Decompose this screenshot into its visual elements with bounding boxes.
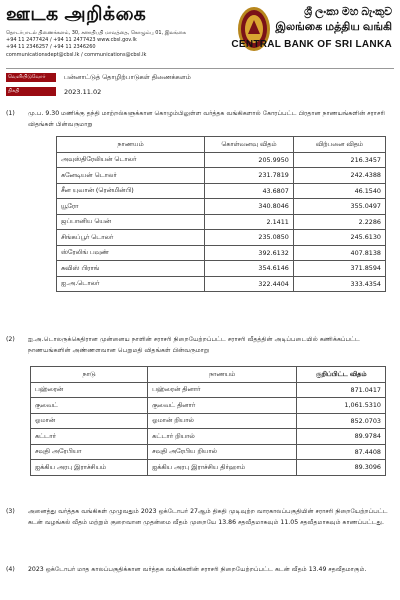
exchange-rates-table: [56, 136, 386, 292]
table-row: [31, 460, 386, 476]
issued-by-row: [6, 73, 191, 82]
column-header-currency: நாணயம்: [148, 367, 297, 383]
column-header-currency: நாணயம்: [57, 137, 205, 153]
table-row: [57, 245, 386, 261]
bank-name-block: [231, 6, 392, 50]
date-value: 2023.11.02: [64, 87, 102, 96]
column-header-buy: கொள்வனவு விதம்: [205, 137, 294, 153]
table-row: [57, 199, 386, 215]
column-header-sell: விற்பனை விதம்: [293, 137, 385, 153]
buy-rate-cell: 231.7819: [205, 168, 294, 184]
buy-rate-cell: 235.0850: [205, 230, 294, 246]
buy-rate-cell: 43.6807: [205, 183, 294, 199]
country-cell: ஐக்கிய அரபு இராச்சியம்: [31, 460, 148, 476]
sell-rate-cell: 407.8138: [293, 245, 385, 261]
table-row: [57, 261, 386, 277]
table-row: [57, 276, 386, 292]
paragraph-1: [6, 108, 394, 132]
currency-cell: சுவிஸ் பிராங்: [57, 261, 205, 277]
table-row: [57, 214, 386, 230]
paragraph-number: (3): [6, 508, 15, 515]
table-row: [31, 398, 386, 414]
sell-rate-cell: 2.2286: [293, 214, 385, 230]
paragraph-4: [6, 564, 394, 588]
bank-name-english: CENTRAL BANK OF SRI LANKA: [231, 39, 392, 50]
table-row: [31, 429, 386, 445]
date-label: திகதி: [6, 87, 56, 96]
sell-rate-cell: 355.0497: [293, 199, 385, 215]
country-cell: பஹ்ரைன்: [31, 382, 148, 398]
rate-cell: 871.0417: [297, 382, 386, 398]
buy-rate-cell: 205.9950: [205, 152, 294, 168]
currency-cell: அவுஸ்திரேலியன் டொலர்: [57, 152, 205, 168]
paragraph-text: மு.ப. 9.30 மணிக்கு தந்தி மாற்றல்களுக்கான கொழும்பிலுள்ள வர்த்தக வங்கிகளால் கோரப்பட்ட பிரதான நாணயங்களின் சராசரி விதங்கள் பின்வருமாறு: [28, 110, 385, 128]
column-header-rate: குறிப்பிட்ட விதம்: [297, 367, 386, 383]
paragraph-3: [6, 506, 394, 542]
country-cell: கட்டார்: [31, 429, 148, 445]
currency-cell: ஜப்பானிய யென்: [57, 214, 205, 230]
table-header-row: [57, 137, 386, 153]
contact-details: [6, 30, 186, 59]
paragraph-text: 2023 ஒக்டோபர் மாத காலப்பகுதிக்கான வர்த்தக வங்கிகளின் சராசரி நிறையேற்றப்பட்ட கடன் வீதம் 13.49 சதவீதமாகும்.: [28, 566, 367, 573]
buy-rate-cell: 322.4404: [205, 276, 294, 292]
currency-cell: பஹ்ரைன் தினார்: [148, 382, 297, 398]
buy-rate-cell: 340.8046: [205, 199, 294, 215]
country-cell: சவுதி அரேபியா: [31, 444, 148, 460]
table-row: [57, 168, 386, 184]
buy-rate-cell: 2.1411: [205, 214, 294, 230]
sell-rate-cell: 245.6130: [293, 230, 385, 246]
paragraph-text: அனைத்து வர்த்தக வங்கிகள் முழுவதும் 2023 ஒக்டோபர் 27ஆம் திகதி முடிவுற்ற வாரகாலப்பகுதியின் சராசரி நிறையேற்றப்பட்ட கடன் வழங்கல் வீதம் மற்றும் குறைவான முதன்மை வீதம் முறையே 13.86 சதவீதமாகவும் 11.05 சதவீதமாகவும் காணப்பட்டது.: [28, 508, 388, 526]
table-header-row: [31, 367, 386, 383]
paragraph-number: (4): [6, 566, 15, 573]
bank-name-sinhala: ශ්‍රී ලංකා මහ බැංකුව: [304, 6, 392, 18]
rate-cell: 87.4408: [297, 444, 386, 460]
table-row: [57, 230, 386, 246]
currency-cell: யூரோ: [57, 199, 205, 215]
currency-cell: கனேடியன் டொலர்: [57, 168, 205, 184]
contact-line-phone: +94 11 2477424 / +94 11 2477423 www.cbsl.gov.lk: [6, 37, 137, 44]
contact-line-email: communicationsdept@cbsl.lk / communications@cbsl.lk: [6, 51, 147, 58]
bank-name-tamil: இலங்கை மத்திய வங்கி: [275, 21, 392, 33]
country-cell: ஓமான்: [31, 413, 148, 429]
currency-cell: ஸ்ரேலிங் பவுண்: [57, 245, 205, 261]
sell-rate-cell: 216.3457: [293, 152, 385, 168]
table-row: [31, 444, 386, 460]
rate-cell: 89.9784: [297, 429, 386, 445]
column-header-country: நாடு: [31, 367, 148, 383]
rate-cell: 1,061.5310: [297, 398, 386, 414]
contact-line-address: தொடர்பாடல் திணைக்களம், 30, சனாதிபதி மாவத்தை, கொழும்பு 01, இலங்கை: [6, 30, 187, 36]
table-row: [57, 183, 386, 199]
buy-rate-cell: 392.6132: [205, 245, 294, 261]
issued-by-label: வெளியிடுவோர்: [6, 73, 56, 82]
press-release-title: ஊடக அறிக்கை: [6, 4, 147, 25]
header-divider: [6, 68, 394, 69]
sell-rate-cell: 242.4388: [293, 168, 385, 184]
currency-cell: சீன யுவான் (ரென்மின்பி): [57, 183, 205, 199]
indicative-rates-table: [30, 366, 386, 476]
country-cell: குவைட்: [31, 398, 148, 414]
paragraph-number: (1): [6, 110, 15, 117]
sell-rate-cell: 46.1540: [293, 183, 385, 199]
rate-cell: 852.0703: [297, 413, 386, 429]
date-row: [6, 87, 101, 96]
press-release-header: [0, 0, 400, 68]
contact-line-fax: +94 11 2346257 / +94 11 2346260: [6, 44, 96, 51]
buy-rate-cell: 354.6146: [205, 261, 294, 277]
paragraph-2: [6, 334, 394, 358]
issued-by-value: பன்னாட்டுத் தொழிற்பாடுகள் திணைக்களம்: [64, 73, 191, 81]
currency-cell: ஐக்கிய அரபு இராச்சிய திர்ஹாம்: [148, 460, 297, 476]
table-row: [31, 382, 386, 398]
table-row: [57, 152, 386, 168]
paragraph-number: (2): [6, 336, 15, 343]
paragraph-text: ஐ.அ.டொலருக்கெதிரான முன்னைய நாளின் சராசரி நிறையேற்றப்பட்ட சராசரி வீதத்தின் அடிப்படையில் கணிக்கப்பட்ட நாணயங்களின் அண்ணளவான பெறுமதி விதங்கள் பின்வருமாறு: [28, 336, 360, 354]
currency-cell: கட்டார் றியால்: [148, 429, 297, 445]
table-row: [31, 413, 386, 429]
currency-cell: சவுதி அரேபிய றியால்: [148, 444, 297, 460]
currency-cell: குவைட் தினார்: [148, 398, 297, 414]
currency-cell: ஓமான் றியால்: [148, 413, 297, 429]
rate-cell: 89.3096: [297, 460, 386, 476]
sell-rate-cell: 371.8594: [293, 261, 385, 277]
currency-cell: சிங்கப்பூர் டொலர்: [57, 230, 205, 246]
sell-rate-cell: 333.4354: [293, 276, 385, 292]
currency-cell: ஐ.அ.டொலர்: [57, 276, 205, 292]
